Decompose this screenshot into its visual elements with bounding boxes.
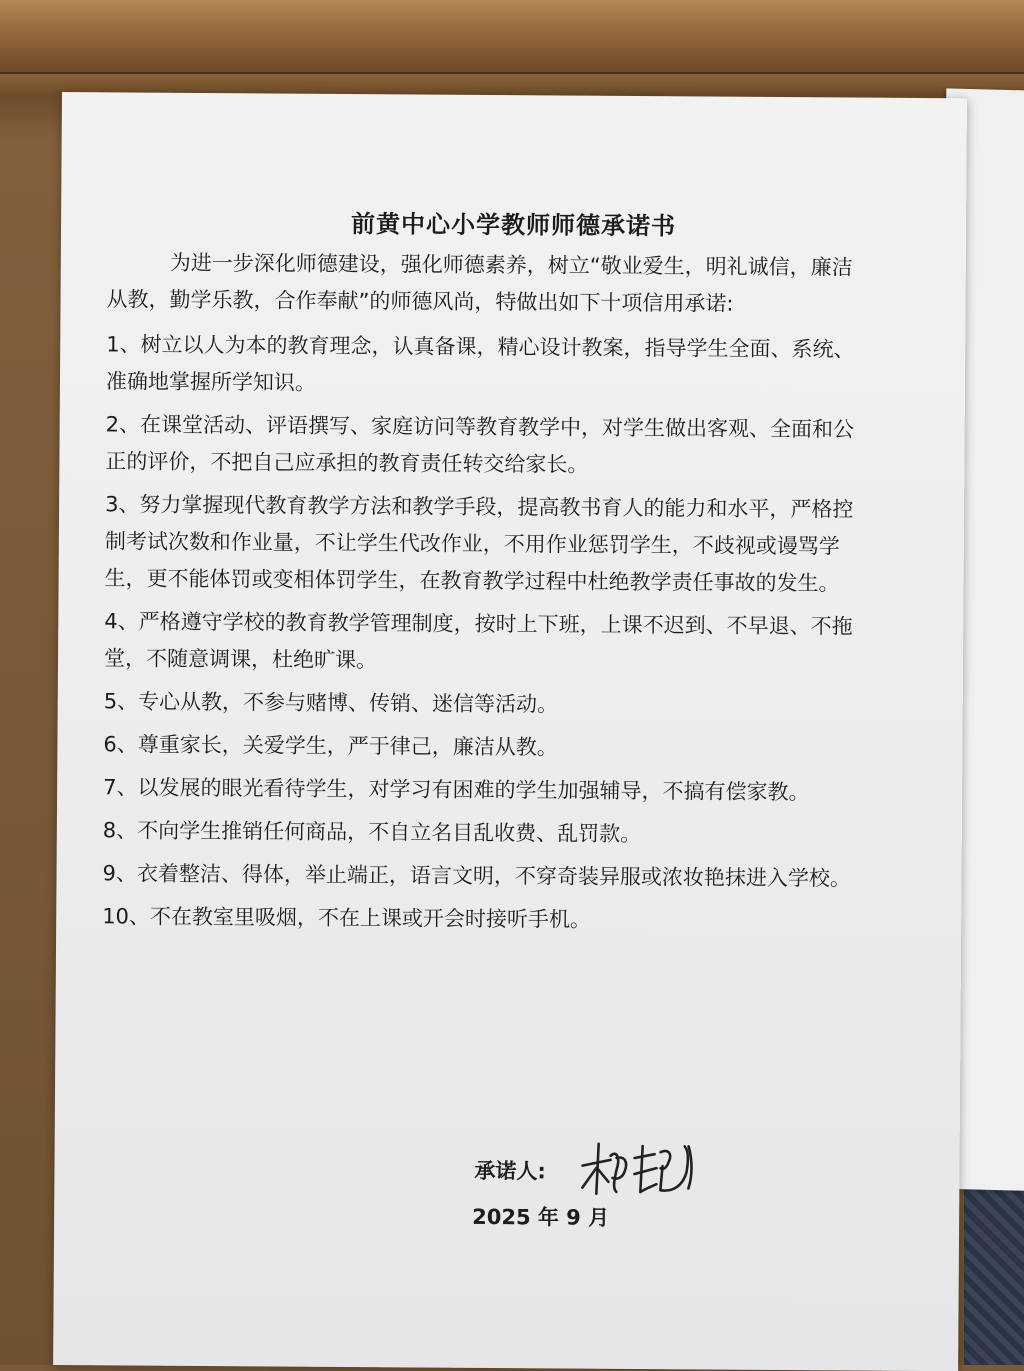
pledge-item-4: 4、严格遵守学校的教育教学管理制度，按时上下班，上课不迟到、不早退、不拖堂，不随意调课，杜绝旷课。	[103, 609, 853, 673]
signature-block	[468, 1135, 789, 1257]
pledge-item-3: 3、努力掌握现代教育教学方法和教学手段，提高教书育人的能力和水平，严格控制考试次数和作业量，不让学生代改作业，不用作业惩罚学生，不歧视或谩骂学生，更不能体罚或变相体罚学生，在教育教学过程中杜绝教学责任事故的发生。	[104, 492, 854, 596]
signer-label: 承诺人:	[474, 1158, 546, 1184]
pledge-document	[53, 92, 967, 1371]
pledge-item-1: 1、树立以人为本的教育理念，认真备课，精心设计教案，指导学生全面、系统、准确地掌握所学知识。	[105, 332, 855, 395]
desk-edge	[0, 0, 1024, 74]
document-body	[102, 244, 867, 946]
signing-date: 2025 年 9 月	[472, 1204, 610, 1230]
floor-carpet	[964, 1180, 1024, 1365]
document-title: 前黄中心小学教师师德承诺书	[350, 210, 677, 241]
handwritten-signature-icon	[576, 1136, 716, 1207]
pledge-item-7: 7、以发展的眼光看待学生，对学习有困难的学生加强辅导，不搞有偿家教。	[103, 775, 810, 805]
pledge-item-6: 6、尊重家长，关爱学生，严于律己，廉洁从教。	[103, 732, 558, 760]
pledge-item-9: 9、衣着整洁、得体，举止端正，语言文明，不穿奇装异服或浓妆艳抹进入学校。	[102, 861, 851, 891]
pledge-item-10: 10、不在教室里吸烟，不在上课或开会时接听手机。	[102, 904, 592, 932]
pledge-item-5: 5、专心从教，不参与赌博、传销、迷信等活动。	[103, 689, 559, 717]
pledge-item-2: 2、在课堂活动、评语撰写、家庭访问等教育教学中，对学生做出客观、全面和公正的评价，不把自己应承担的教育责任转交给家长。	[105, 412, 855, 477]
pledge-item-8: 8、不向学生推销任何商品，不自立名目乱收费、乱罚款。	[102, 818, 642, 847]
intro-paragraph: 为进一步深化师德建设，强化师德素养，树立“敬业爱生，明礼诚信，廉洁从教，勤学乐教，合作奉献”的师德风尚，特做出如下十项信用承诺:	[106, 250, 853, 316]
